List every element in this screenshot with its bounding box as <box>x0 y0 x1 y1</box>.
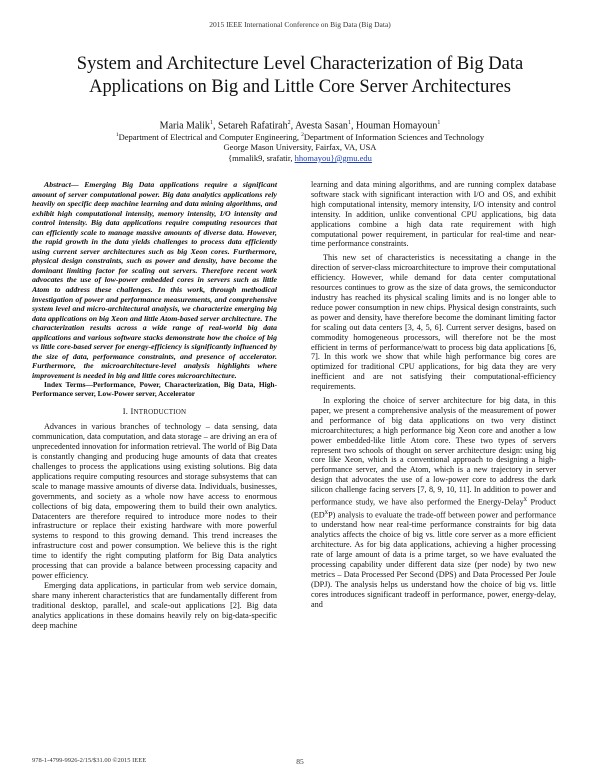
edp-exponent: x <box>324 508 329 516</box>
author-2-sup: 2 <box>287 120 291 126</box>
paragraph-3-part-b: Product (ED <box>311 497 556 520</box>
abstract-label: Abstract <box>44 180 71 189</box>
affiliations <box>0 130 600 164</box>
intro-paragraph-2: Emerging data applications, in particular from web service domain, share many inherent characteristics that are fundamentally different from traditional desktop, parallel, and scale-out applications [2]. Big data analytics applications in these domains heavily rely on big-data-specific deep machine <box>32 580 277 630</box>
section-title-initial: I <box>130 406 134 417</box>
index-terms-label: Index Terms <box>44 380 86 390</box>
section-title-rest: NTRODUCTION <box>133 408 187 417</box>
right-paragraph-1: learning and data mining algorithms, and are running complex database software stack with significant interaction with I/O and OS, and exhibit high computational intensity, memory intensity, I/O intensity and control intensity. In addition, unlike conventional CPU applications, big data applications combine a high data rate requirement with high computational power requirement, in particular for real-time and near-time performance constraints. <box>311 180 556 249</box>
section-heading-introduction <box>32 407 277 418</box>
author-2: Setareh Rafatirah <box>217 120 288 132</box>
author-3-sup: 1 <box>347 120 351 126</box>
dept-1-sup: 1 <box>115 132 119 138</box>
department-1: Department of Electrical and Computer Engineering, <box>118 131 302 142</box>
author-1-sup: 1 <box>209 120 213 126</box>
right-column <box>311 180 556 610</box>
right-paragraph-3 <box>311 396 556 610</box>
email-line <box>0 153 600 164</box>
conference-header: 2015 IEEE International Conference on Big Data (Big Data) <box>209 20 391 29</box>
energy-delay-exponent: x <box>523 496 528 504</box>
index-terms-text: —Performance, Power, Characterization, Big Data, High-Performance server, Low-Power server, Accelerator <box>32 380 277 399</box>
page-number: 85 <box>296 757 304 766</box>
author-1: Maria Malik <box>159 120 210 132</box>
right-paragraph-2: This new set of characteristics is necessitating a change in the direction of server-class microarchitecture to improve their computational efficiency. However, while demand for data center computational resources continues to grow as the size of data grows, the semiconductor industry has reached its physical scaling limits and is no longer able to reduce power consumption in new chips. Physical design constraints, such as power and density, have therefore become the dominant limiting factor for scaling out data centers [3, 4, 5, 6]. Current server designs, based on commodity homogeneous processors, will therefore not be the most efficient in terms of performance/watt to process big data applications [6, 7]. In this work we show that while high performance big cores are optimized for traditional CPU applications, for big data they are very inefficient and are not satisfying their computational-efficiency requirements. <box>311 253 556 392</box>
title-line-2: Applications on Big and Little Core Server Architectures <box>89 77 511 97</box>
author-4: Houman Homayoun <box>355 120 438 132</box>
dept-2-sup: 2 <box>301 132 304 138</box>
index-terms <box>32 380 277 398</box>
title-line-1: System and Architecture Level Characterization of Big Data <box>76 54 524 74</box>
paragraph-3-part-c: P) analysis to evaluate the trade-off between power and performance to understand how near real-time performance constraints for big data analytics affects the choice of big vs. little core server as a more efficient architecture. As for big data applications, achieving a higher processing rate of large amount of data is a prime target, so we have evaluated the processing capability under different data size (per node) by two new metrics – Data Processed Per Second (DPS) and Data Processed Per Joule (DPJ). The analysis helps us understand how the choice of big vs. little cores introduces significant tradeoff in performance, power, energy-delay, and <box>311 510 556 609</box>
paper-title <box>30 53 570 99</box>
email-prefix: {mmalik9, srafatir, <box>228 153 295 164</box>
abstract-text: — Emerging Big Data applications require a significant amount of server computational power. Big data analytics applications rely heavily on specific deep machine learning and data mining algorithms, and exhibit high computational intensity, memory intensity, I/O intensity and control intensity. Big data applications require computing resources that can efficiently scale to manage massive amounts of diverse data. However, the rapid growth in the data yields challenges to process data efficiently using current server architectures such as big Xeon cores. Furthermore, physical design constraints, such as power and density, have become the dominant limiting factor for scaling out servers. Therefore recent work advocates the use of low-power embedded cores in servers such as little Atom to address these challenges. In this work, through methodical investigation of power and performance measurements, and comprehensive system level and micro-architectural analysis, we characterize emerging big data applications on big Xeon and little Atom-based server architecture. The characterization results across a wide range of real-world big data applications and various software stacks demonstrate how the choice of big vs little core-based server for energy-efficiency is significantly influenced by the size of data, performance constraints, and presence of accelerator. Furthermore, the microarchitecture-level analysis highlights where improvement is needed in big and little cores microarchitecture. <box>32 180 277 380</box>
author-list: Maria Malik$^1$, Setareh Rafatirah$^2$, Avesta Sasan$^1$, Houman Homayoun$^1$ <box>159 120 441 132</box>
left-column <box>32 180 277 630</box>
abstract <box>32 180 277 380</box>
departments-line <box>0 130 600 142</box>
intro-paragraph-1: Advances in various branches of technology – data sensing, data communication, data computation, and data storage – are driving an era of unprecedented innovation for information retrieval. The world of Big Data is constantly changing and producing huge amounts of data that creates challenges to process the applications using existing solutions. Big data applications require computing resources and storage subsystems that can scale to manage massive amounts of diverse data. Individuals, businesses, governments, and society as a whole now have access to enormous collections of big data, empowering them to build their own analytics. Datacenters are therefore required to introduce more nodes to their infrastructure or replace their existing hardware with more powerful systems to respond to this growing demand. This trend increases the infrastructure cost and power consumption. We believe this is the right time to identify the right computing platform for Big Data analytics processing that can provide a balance between processing capacity and power efficiency. <box>32 422 277 580</box>
footer-isbn: 978-1-4799-9926-2/15/$31.00 ©2015 IEEE <box>32 757 147 764</box>
email-link[interactable]: hhomayou}@gmu.edu <box>294 153 372 164</box>
author-4-sup: 1 <box>437 120 441 126</box>
university: George Mason University, Fairfax, VA, USA <box>223 142 377 153</box>
paragraph-3-part-a: In exploring the choice of server architecture for big data, in this paper, we present a comprehensive analysis of the measurement of power and performance of big data applications on two very distinct microarchitectures; a high performance big Xeon core and another a low power embedded-like little Atom core. These two types of servers represent two schools of thought on server architecture design: using big core like Xeon, which is a conventional approach to designing a high-performance server, and the Atom, which is a new trajectory in server design that advocates the use of a low-power core to address the dark silicon challenge facing servers [7, 8, 9, 10, 11]. In addition to power and performance study, we have also performed the Energy-Delay <box>311 396 556 507</box>
department-2: Department of Information Sciences and Technology <box>303 131 485 142</box>
author-3: Avesta Sasan <box>295 120 348 132</box>
section-number: I. <box>122 406 131 417</box>
